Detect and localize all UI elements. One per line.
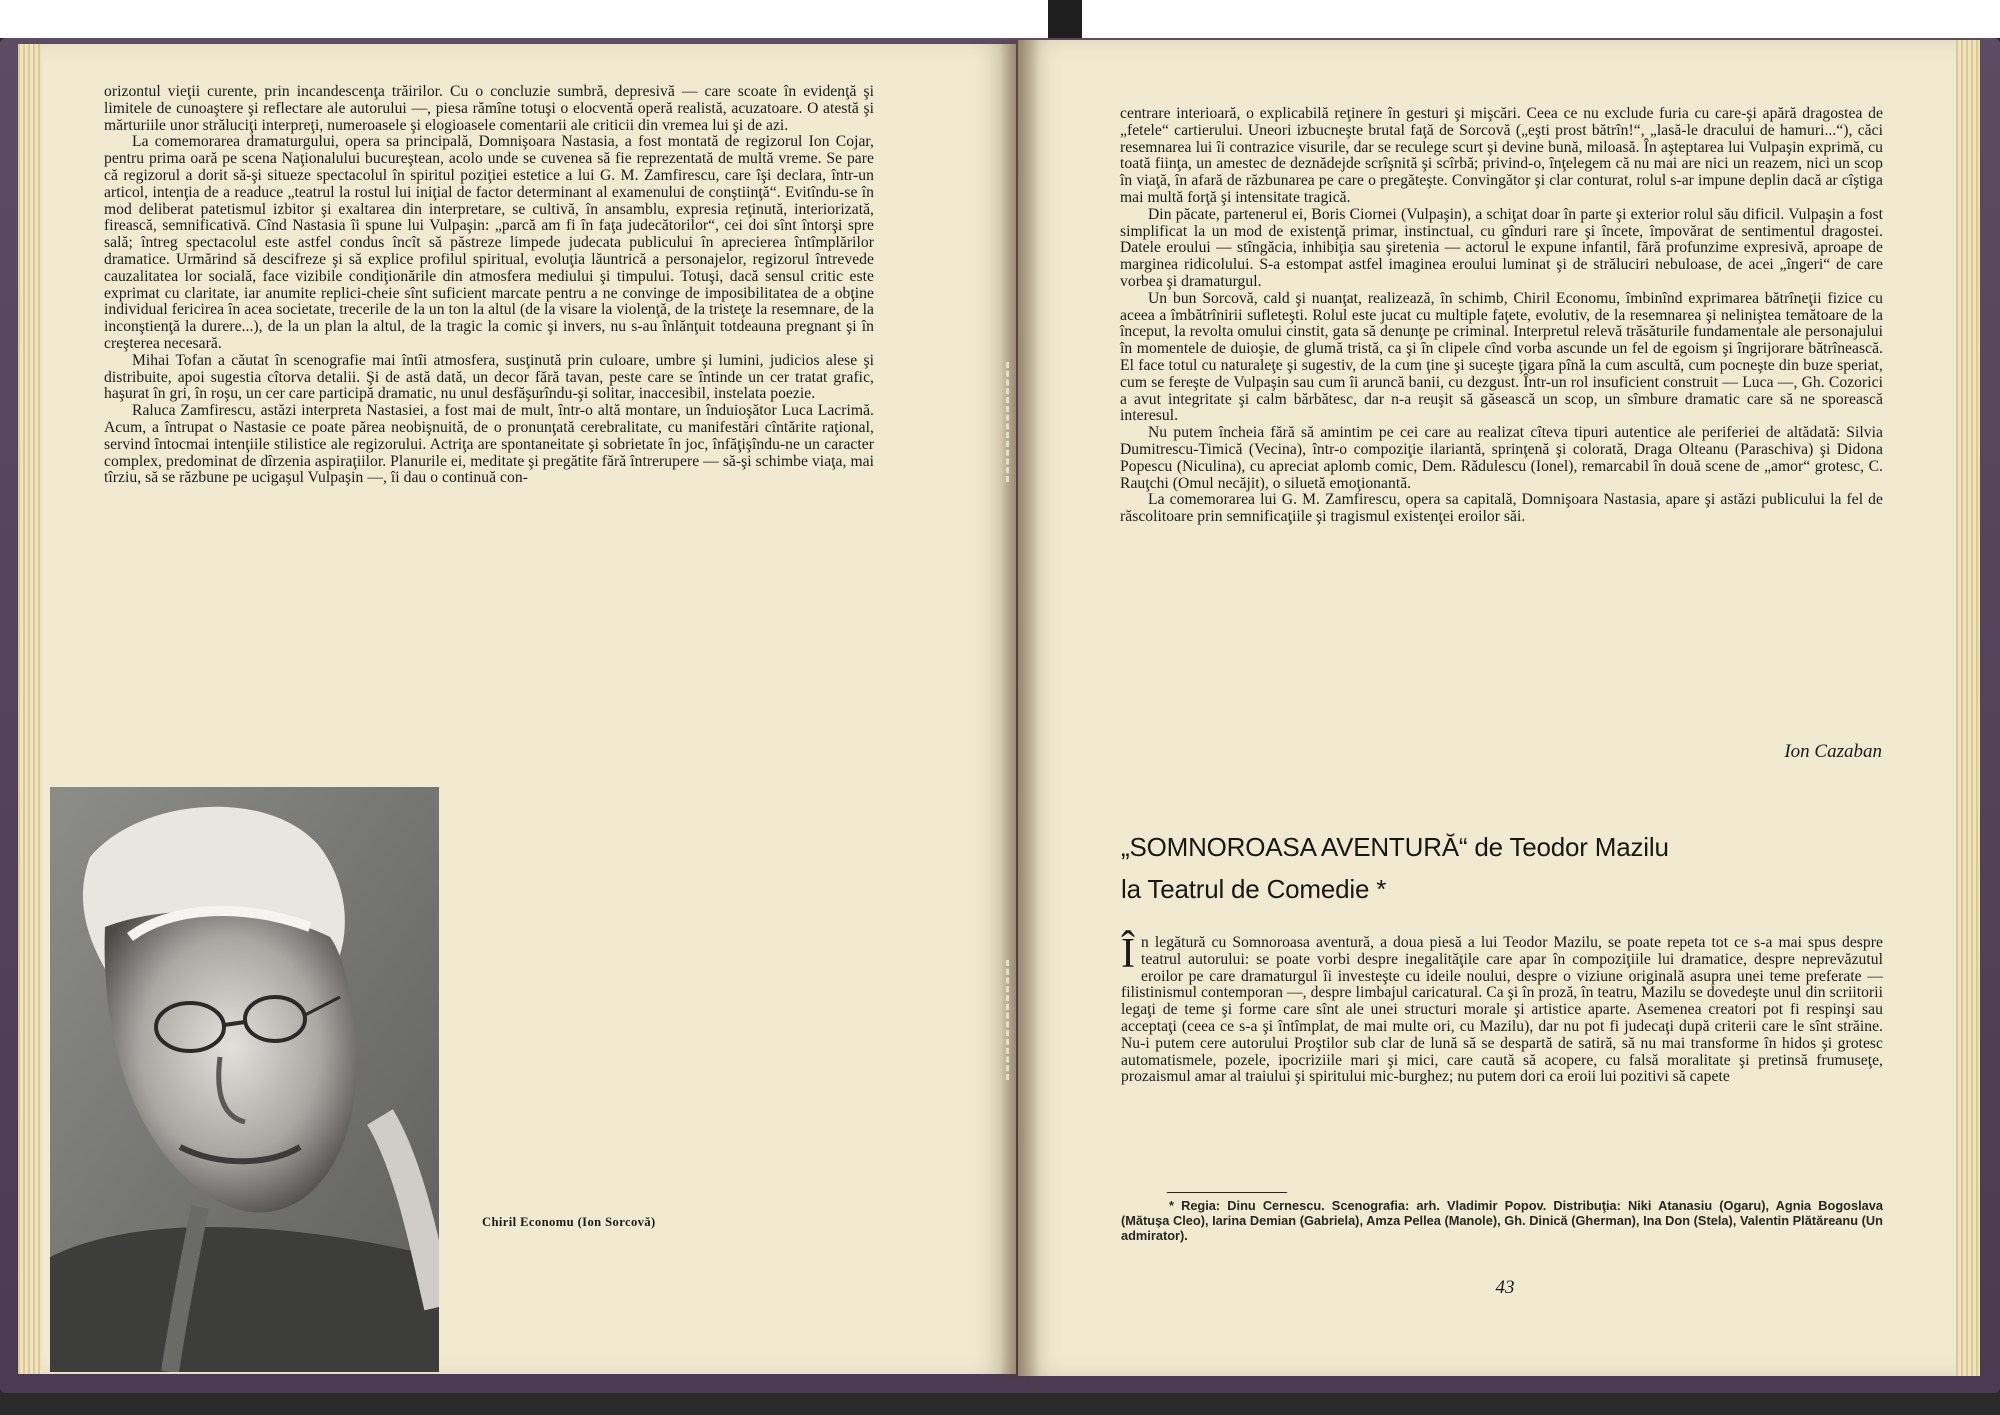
left-page-edges — [18, 44, 42, 1374]
footnote-divider — [1167, 1192, 1287, 1193]
paragraph: Un bun Sorcovă, cald şi nuanţat, realizează, în schimb, Chiril Economu, îmbinînd exprimarea bătrîneţii fizice cu aceea a îmbătrînirii sufleteşti. Rolul este jucat cu multiple faţete, evolutiv, de la resemnarea şi neliniştea temătoare de la început, la revolta omului cinstit, gata să denunţe pe criminal. Interpretul relevă trăsăturile fundamentale ale personajului în momentele de duioşie, de glumă tristă, ca şi în clipele cînd vorba ascunde un fel de egoism şi îngrijorare bătrînească. El face totul cu naturaleţe şi sugestiv, de la cum ţine şi suceşte ţigara pînă la cum ascultă, cum pocneşte din buze speriat, cum se fereşte de Vulpaşin sau cum îi aruncă banii, cu dezgust. Într-un rol insuficient construit — Luca —, Gh. Cozorici a avut integritate şi calm bărbătesc, dar n-a reuşit să găsească un scop, un sîmbure dramatic care să ne sporească interesul. — [1120, 289, 1883, 425]
paragraph: orizontul vieţii curente, prin incandescenţa trăirilor. Cu o concluzie sumbră, depresivă — care scoate în evidenţă şi limitele de cunoaştere şi reflectare ale autorului —, piesa rămîne totuşi o elocventă operă realistă, acuzatoare. O atestă şi mărturiile unor străluciţi interpreţi, numeroasele şi elogioasele comentarii ale criticii din vremea lui şi de azi. — [104, 83, 874, 134]
paragraph: Raluca Zamfirescu, astăzi interpreta Nastasiei, a fost mai de mult, într-o altă montare, un înduioşător Luca Lacrimă. Acum, a întrupat o Nastasie ce poate părea neobişnuită, de o pronunţată cerebralitate, cu manifestări cîntărite raţional, servind întocmai intenţiile stilistice ale regizorului. Actriţa are spontaneitate şi sobrietate în joc, înfăţişîndu-ne un caracter complex, predominat de dîrzenia aspiraţiilor. Planurile ei, meditate şi pregătite fără întrerupere — să-şi schimbe viaţa, mai tîrziu, să se răzbune pe ucigaşul Vulpaşin —, îi dau o continuă con- — [104, 402, 874, 487]
paragraph: La comemorarea lui G. M. Zamfirescu, opera sa capitală, Domnişoara Nastasia, apare şi astăzi publicului la fel de răscolitoare prin semnificaţiile şi tragismul existenţei eroilor săi. — [1120, 491, 1883, 526]
paragraph: Din păcate, partenerul ei, Boris Ciornei (Vulpaşin), a schiţat doar în parte şi exterior rolul său dificil. Vulpaşin a fost simplificat la un mod de existenţă primar, instinctual, cu gînduri rare şi încete, împovărat de sentimentul dragostei. Datele eroului — stîngăcia, inhibiţia sau şiretenia — actorul le expune infantil, fără profunzime expresivă, aproape de marginea ridicolului. S-a estompat astfel imaginea eroului luminat şi de străluciri nebuloase, de acei „îngeri“ de care vorbea şi dramaturgul. — [1120, 205, 1883, 290]
paragraph: centrare interioară, o explicabilă reţinere în gesturi şi mişcări. Ceea ce nu exclude furia cu care-şi apără dragostea de „fetele“ cartierului. Uneori izbucneşte brutal faţă de Sorcovă („eşti prost bătrîn!“, „lasă-le dracului de hamuri...“), căci resemnarea lui îi contrazice visurile, dar se reculege scurt şi devine bună, miloasă. În aşteptarea lui Vulpaşin exprimă, cu toată fiinţa, un amestec de deznădejde scrîşnită şi scîrbă; privind-o, înţelegem că nu mai are nici un reazem, nici un scop în viaţă, în afară de răzbunarea pe care o pregăteşte. Convingător şi clar conturat, rolul s-ar impune deplin dacă ar cîştiga mai multă forţă şi intensitate tragică. — [1120, 105, 1883, 206]
gutter — [1000, 40, 1040, 1380]
article-paragraph: n legătură cu Somnoroasa aventură, a doua piesă a lui Teodor Mazilu, se poate repeta tot ce s-a mai spus despre teatrul autorului: se poate vorbi despre inegalităţile care apar în compoziţiile lui dramatice, despre neprevăzutul eroilor pe care dramaturgul îi investeşte cu ideile noului, despre o viziune originală asupra unei teme preferate — filistinismul contemporan —, despre limbajul caricatural. Ca şi în proză, în teatru, Mazilu se dovedeşte unul din scriitorii legaţi de teme şi forme care sînt ale unei structuri morale şi artistice aparte. Asemenea creatori pot fi respinşi sau acceptaţi (ceea ce s-a şi întîmplat, de mai multe ori, cu Mazilu), dar nu pot fi judecaţi după criterii care le sînt străine. Nu-i putem cere autorului Proştilor sub clar de lună să se despartă de satiră, să nu mai transforme în hidos şi grotesc automatismele, pozele, ipocriziile mari şi mici, care caută să acopere, cu falsă moralitate şi pretinsă frumuseţe, prozaismul amar al traiului şi spiritului mic-burghez; nu putem dori ca eroii lui pozitivi să capete — [1121, 934, 1883, 1086]
page-number: 43 — [1495, 1277, 1515, 1298]
footnote: * Regia: Dinu Cernescu. Scenografia: arh. Vladimir Popov. Distribuţia: Niki Atanasiu (Ogaru), Agnia Bogoslava (Mătuşa Cleo), Iarina Demian (Gabriela), Amza Pellea (Manole), Gh. Dinică (Gherman), Ina Don (Stela), Valentin Plătăreanu (Un admirator). — [1121, 1198, 1883, 1243]
background-strip — [0, 0, 2000, 38]
author-signature: Ion Cazaban — [1784, 741, 1882, 762]
paragraph: La comemorarea dramaturgului, opera sa principală, Domnişoara Nastasia, a fost montată de regizorul Ion Cojar, pentru prima oară pe scena Naţionalului bucureştean, acolo unde se cuvenea să fie reprezentată de multă vreme. Se pare că regizorul a dorit să-şi situeze spectacolul în spiritul poziţiei estetice a lui G. M. Zamfirescu, care îşi declara, într-un articol, intenţia de a readuce „teatrul la rostul lui iniţial de factor determinant al examenului de conştiinţă“. Evitîndu-se în mod deliberat patetismul izbitor şi exaltarea din interpretare, se cultivă, în ansamblu, expresia reţinută, interiorizată, firească, semnificativă. Cînd Nastasia îi spune lui Vulpaşin: „parcă am fi în faţa judecătorilor“, cei doi sînt întorşi spre sală; întreg spectacolul este astfel condus încît să păstreze limpede judecata publicului în aprecierea întîmplărilor dramatice. Urmărind să descifreze şi să explice profilul spiritual, evoluţia lăuntrică a personajelor, regizorul întrevede cauzalitatea lor socială, face vizibile condiţionările din atmosfera mediului şi timpului. Totuşi, dacă sensul critic este exprimat cu claritate, iar anumite replici-cheie sînt suficient marcate pentru a ne convinge de imposibilitatea de a obţine individual fericirea în acea societate, trecerile de la un ton la altul (de la visare la violenţă, de la tristeţe la resemnare, de la inconştienţă la durere...), de la un plan la altul, de la tragic la comic şi invers, nu s-au înlănţuit totdeauna pregnant şi în creşterea necesară. — [104, 133, 874, 352]
binding-stitch — [1006, 960, 1019, 1080]
article-title-line: „SOMNOROASA AVENTURĂ“ de Teodor Mazilu — [1121, 832, 1669, 862]
article-title — [1121, 826, 1669, 910]
left-page-text — [104, 84, 874, 487]
paragraph: Nu putem încheia fără să amintim pe cei care au realizat cîteva tipuri autentice ale periferiei de altădată: Silvia Dumitrescu-Timică (Vecina), într-o compoziţie ilariantă, sprinţenă şi colorată, Draga Olteanu (Paraschiva) şi Didona Popescu (Niculina), cu apreciat aplomb comic, Dem. Rădulescu (Ionel), remarcabil în două scene de „amor“ grotesc, C. Rauţchi (Omul necăjit), o siluetă emoţionantă. — [1120, 424, 1883, 492]
article-title-line: la Teatrul de Comedie * — [1121, 874, 1387, 904]
paragraph: Mihai Tofan a căutat în scenografie mai întîi atmosfera, susţinută prin culoare, umbre şi lumini, judicios alese şi distribuite, apoi sugestia cîtorva detalii. Şi de astă dată, un decor fără tavan, peste care se întinde un cer tratat grafic, haşurat în gri, în roşu, un cer care participă dramatic, nu unul desfăşurîndu-şi solitar, inaccesibil, instelata poezie. — [104, 351, 874, 403]
right-page-text — [1120, 106, 1883, 526]
article-body — [1121, 931, 1883, 1086]
portrait-image — [50, 787, 439, 1372]
binding-stitch — [1006, 362, 1019, 482]
scanner-edge — [1048, 0, 1082, 38]
photo-caption: Chiril Economu (Ion Sorcovă) — [482, 1215, 656, 1229]
drop-cap: Î — [1121, 931, 1136, 977]
right-page-edges — [1956, 40, 1980, 1376]
actor-photo — [50, 787, 439, 1372]
